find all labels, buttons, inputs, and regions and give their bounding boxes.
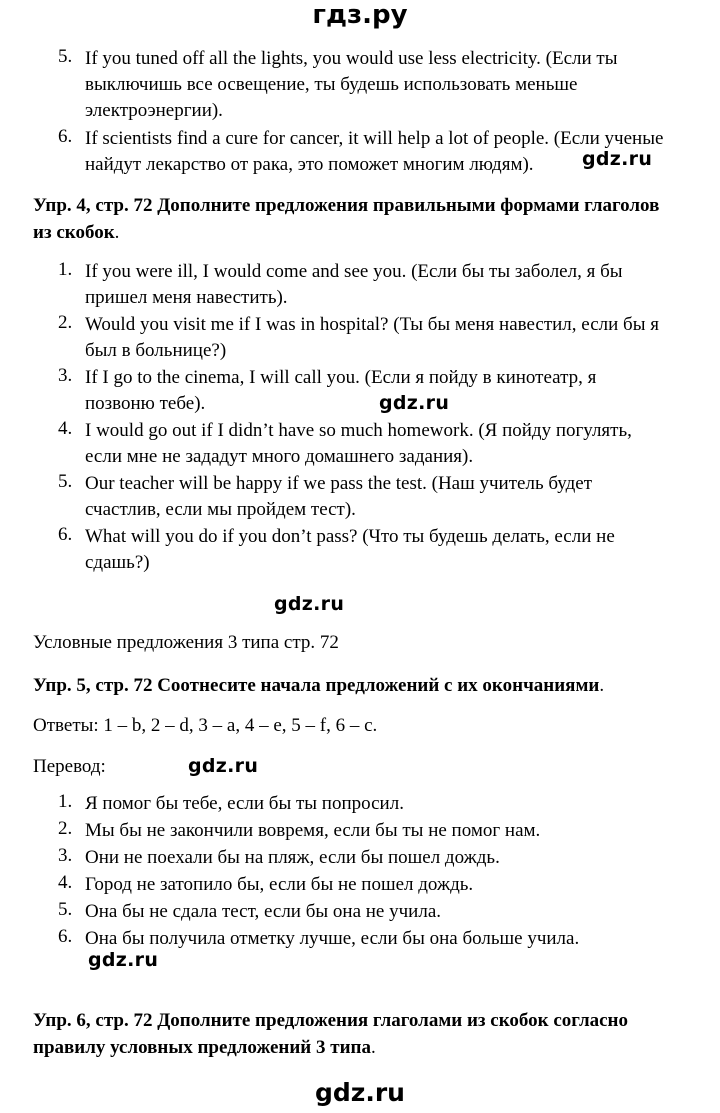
item-number: 1.	[58, 259, 73, 280]
list-item	[58, 791, 708, 817]
item-text: Она бы получила отметку лучше, если бы она больше учила.	[85, 928, 580, 949]
item-number: 5.	[58, 471, 73, 492]
header-watermark: гдз.ру	[312, 0, 408, 30]
item-text: If you were ill, I would come and see you. (Если бы ты заболел, я бы пришел меня навестить).	[85, 261, 623, 308]
list-item	[58, 845, 708, 871]
watermark: gdz.ru	[582, 148, 653, 170]
item-text: If scientists find a cure for cancer, it will help a lot of people. (Если ученые найдут лекарство от рака, это поможет многим людям).	[85, 128, 664, 175]
item-number: 4.	[58, 872, 73, 893]
item-text: Они не поехали бы на пляж, если бы пошел дождь.	[85, 847, 500, 868]
item-text: Would you visit me if I was in hospital? (Ты бы меня навестил, если бы я был в больнице?)	[85, 314, 659, 361]
item-number: 2.	[58, 818, 73, 839]
watermark: gdz.ru	[188, 755, 259, 777]
item-number: 3.	[58, 845, 73, 866]
answers-line: Ответы: 1 – b, 2 – d, 3 – a, 4 – e, 5 – f, 6 – c.	[33, 715, 378, 736]
list-item	[58, 471, 708, 525]
item-text: What will you do if you don’t pass? (Что ты будешь делать, если не сдашь?)	[85, 526, 615, 573]
item-text: Город не затопило бы, если бы не пошел дождь.	[85, 874, 474, 895]
item-text: Я помог бы тебе, если бы ты попросил.	[85, 793, 404, 814]
item-number: 4.	[58, 418, 73, 439]
footer-watermark: gdz.ru	[315, 1078, 405, 1107]
item-number: 1.	[58, 791, 73, 812]
list-item	[58, 524, 708, 578]
list-item	[58, 818, 708, 844]
list-item	[58, 312, 708, 366]
item-text: Мы бы не закончили вовремя, если бы ты не помог нам.	[85, 820, 541, 841]
item-number: 6.	[58, 524, 73, 545]
item-number: 3.	[58, 365, 73, 386]
watermark: gdz.ru	[88, 949, 159, 971]
item-number: 5.	[58, 46, 73, 67]
list-item	[58, 872, 708, 898]
watermark: gdz.ru	[379, 392, 450, 414]
translation-label: Перевод:	[33, 756, 106, 777]
item-text: If I go to the cinema, I will call you. (Если я пойду в кинотеатр, я позвоню тебе).	[85, 367, 597, 414]
list-item	[58, 46, 708, 126]
item-text: Она бы не сдала тест, если бы она не учила.	[85, 901, 441, 922]
list-item	[58, 259, 708, 313]
exercise-6-heading: Упр. 6, стр. 72 Дополните предложения глаголами из скобок согласно правилу условных предложений 3 типа.	[33, 1010, 629, 1058]
item-number: 6.	[58, 126, 73, 147]
exercise-5-heading: Упр. 5, стр. 72 Соотнесите начала предложений с их окончаниями.	[33, 675, 605, 696]
watermark: gdz.ru	[274, 593, 345, 615]
list-item	[58, 418, 708, 472]
item-number: 2.	[58, 312, 73, 333]
item-number: 6.	[58, 926, 73, 947]
list-item	[58, 899, 708, 925]
item-text: I would go out if I didn’t have so much homework. (Я пойду погулять, если мне не зададут много домашнего задания).	[85, 420, 632, 467]
exercise-4-heading: Упр. 4, стр. 72 Дополните предложения правильными формами глаголов из скобок.	[33, 195, 660, 243]
item-text: Our teacher will be happy if we pass the test. (Наш учитель будет счастлив, если мы пройдем тест).	[85, 473, 593, 520]
section-title: Условные предложения 3 типа стр. 72	[33, 632, 339, 653]
item-text: If you tuned off all the lights, you would use less electricity. (Если ты выключишь все освещение, ты будешь использовать меньше электроэнергии).	[85, 48, 618, 121]
item-number: 5.	[58, 899, 73, 920]
